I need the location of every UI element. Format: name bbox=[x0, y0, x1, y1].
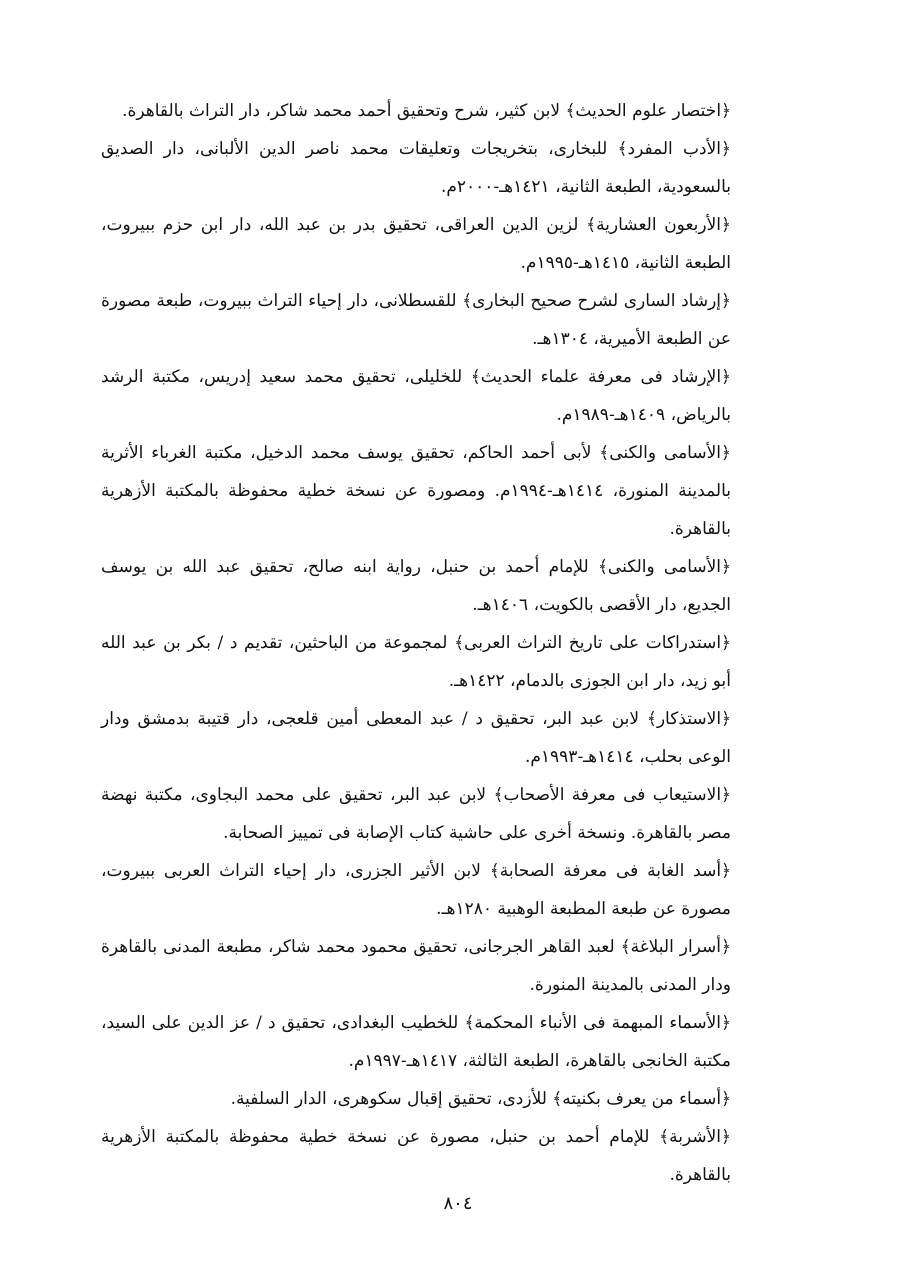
bibliography-entry: ﴿أسرار البلاغة﴾ لعبد القاهر الجرجانى، تحقيق محمود محمد شاكر، مطبعة المدنى بالقاهرة ودار المدنى بالمدينة المنورة. bbox=[101, 937, 731, 995]
page-number: ٨٠٤ bbox=[443, 1193, 473, 1214]
bibliography-entry: ﴿الاستذكار﴾ لابن عبد البر، تحقيق د / عبد المعطى أمين قلعجى، دار قتيبة بدمشق ودار الوعى بحلب، ١٤١٤هـ-١٩٩٣م. bbox=[101, 709, 731, 767]
bibliography-entry: ﴿أسد الغابة فى معرفة الصحابة﴾ لابن الأثير الجزرى، دار إحياء التراث العربى ببيروت، مصورة عن طبعة المطبعة الوهبية ١٢٨٠هـ. bbox=[101, 861, 731, 919]
bibliography-entry: ﴿الأدب المفرد﴾ للبخارى، بتخريجات وتعليقات محمد ناصر الدين الألبانى، دار الصديق بالسعودية، الطبعة الثانية، ١٤٢١هـ-٢٠٠٠م. bbox=[101, 139, 731, 197]
bibliography-list bbox=[101, 92, 731, 1194]
bibliography-entry: ﴿إرشاد السارى لشرح صحيح البخارى﴾ للقسطلانى، دار إحياء التراث ببيروت، طبعة مصورة عن الطبعة الأميرية، ١٣٠٤هـ. bbox=[101, 291, 731, 349]
bibliography-entry: ﴿الأربعون العشارية﴾ لزين الدين العراقى، تحقيق بدر بن عبد الله، دار ابن حزم ببيروت، الطبعة الثانية، ١٤١٥هـ-١٩٩٥م. bbox=[101, 215, 731, 273]
bibliography-entry: ﴿الاستيعاب فى معرفة الأصحاب﴾ لابن عبد البر، تحقيق على محمد البجاوى، مكتبة نهضة مصر بالقاهرة. ونسخة أخرى على حاشية كتاب الإصابة فى تمييز الصحابة. bbox=[101, 785, 731, 843]
bibliography-entry: ﴿الأسامى والكنى﴾ لأبى أحمد الحاكم، تحقيق يوسف محمد الدخيل، مكتبة الغرباء الأثرية بالمدينة المنورة، ١٤١٤هـ-١٩٩٤م. ومصورة عن نسخة خطية محفوظة بالمكتبة الأزهرية بالقاهرة. bbox=[101, 443, 731, 539]
bibliography-entry: ﴿أسماء من يعرف بكنيته﴾ للأزدى، تحقيق إقبال سكوهرى، الدار السلفية. bbox=[230, 1089, 731, 1109]
bibliography-entry: ﴿الأسامى والكنى﴾ للإمام أحمد بن حنبل، رواية ابنه صالح، تحقيق عبد الله بن يوسف الجديع، دار الأقصى بالكويت، ١٤٠٦هـ. bbox=[101, 557, 731, 615]
bibliography-entry: ﴿استدراكات على تاريخ التراث العربى﴾ لمجموعة من الباحثين، تقديم د / بكر بن عبد الله أبو زيد، دار ابن الجوزى بالدمام، ١٤٢٢هـ. bbox=[101, 633, 731, 691]
bibliography-entry: ﴿اختصار علوم الحديث﴾ لابن كثير، شرح وتحقيق أحمد محمد شاكر، دار التراث بالقاهرة. bbox=[122, 101, 731, 121]
bibliography-entry: ﴿الأسماء المبهمة فى الأنباء المحكمة﴾ للخطيب البغدادى، تحقيق د / عز الدين على السيد، مكتبة الخانجى بالقاهرة، الطبعة الثالثة، ١٤١٧هـ-١٩٩٧م. bbox=[101, 1013, 731, 1071]
bibliography-entry: ﴿الإرشاد فى معرفة علماء الحديث﴾ للخليلى، تحقيق محمد سعيد إدريس، مكتبة الرشد بالرياض، ١٤٠٩هـ-١٩٨٩م. bbox=[101, 367, 731, 425]
bibliography-entry: ﴿الأشربة﴾ للإمام أحمد بن حنبل، مصورة عن نسخة خطية محفوظة بالمكتبة الأزهرية بالقاهرة. bbox=[101, 1127, 731, 1185]
